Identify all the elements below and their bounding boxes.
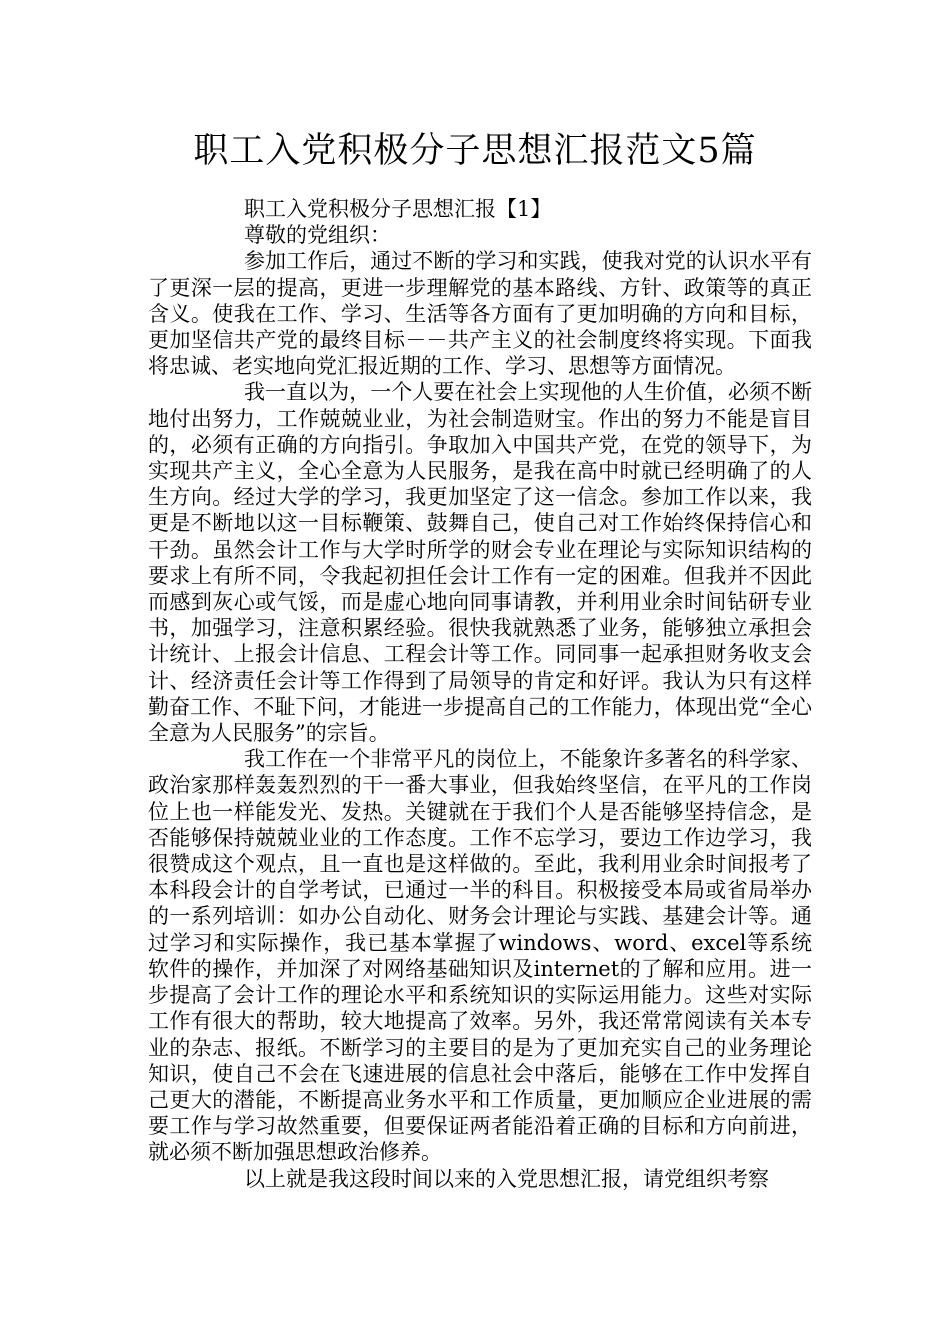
salutation: 尊敬的党组织： [244,223,391,248]
document-title: 职工入党积极分子思想汇报范文5篇 [193,131,757,171]
body-paragraph: 参加工作后，通过不断的学习和实践，使我对党的认识水平有了更深一层的提高，更进一步理解党的基本路线、方针、政策等的真正含义。使我在工作、学习、生活等各方面有了更加明确的方向和目标，更加坚信共产党的最终目标－－共产主义的社会制度终将实现。下面我将忠诚、老实地向党汇报近期的工作、学习、思想等方面情况。 [148,249,812,379]
document-body [148,196,812,1192]
body-paragraph: 以上就是我这段时间以来的入党思想汇报，请党组织考察 [244,1166,769,1191]
body-paragraph: 我一直以为，一个人要在社会上实现他的人生价值，必须不断地付出努力，工作兢兢业业，为社会制造财宝。作出的努力不能是盲目的，必须有正确的方向指引。争取加入中国共产党，在党的领导下，为实现共产主义，全心全意为人民服务，是我在高中时就已经明确了的人生方向。经过大学的学习，我更加坚定了这一信念。参加工作以来，我更是不断地以这一目标鞭策、鼓舞自己，使自己对工作始终保持信心和干劲。虽然会计工作与大学时所学的财会专业在理论与实际知识结构的要求上有所不同，令我起初担任会计工作有一定的困难。但我并不因此而感到灰心或气馁，而是虚心地向同事请教，并利用业余时间钻研专业书，加强学习，注意积累经验。很快我就熟悉了业务，能够独立承担会计统计、上报会计信息、工程会计等工作。同同事一起承担财务收支会计、经济责任会计等工作得到了局领导的肯定和好评。我认为只有这样勤奋工作、不耻下问，才能进一步提高自己的工作能力，体现出党“全心全意为人民服务”的宗旨。 [148,380,812,746]
body-paragraph: 我工作在一个非常平凡的岗位上，不能象许多著名的科学家、政治家那样轰轰烈烈的干一番大事业，但我始终坚信，在平凡的工作岗位上也一样能发光、发热。关键就在于我们个人是否能够坚持信念，是否能够保持兢兢业业的工作态度。工作不忘学习，要边工作边学习，我很赞成这个观点，且一直也是这样做的。至此，我利用业余时间报考了本科段会计的自学考试，已通过一半的科目。积极接受本局或省局举办的一系列培训：如办公自动化、财务会计理论与实践、基建会计等。通过学习和实际操作，我已基本掌握了windows、word、excel等系统软件的操作，并加深了对网络基础知识及internet的了解和应用。进一步提高了会计工作的理论水平和系统知识的实际运用能力。这些对实际工作有很大的帮助，较大地提高了效率。另外，我还常常阅读有关本专业的杂志、报纸。不断学习的主要目的是为了更加充实自己的业务理论知识，使自己不会在飞速进展的信息社会中落后，能够在工作中发挥自己更大的潜能，不断提高业务水平和工作质量，更加顺应企业进展的需要工作与学习故然重要，但要保证两者能沿着正确的目标和方向前进，就必须不断加强思想政治修养。 [148,747,813,1165]
section-heading: 职工入党积极分子思想汇报【1】 [244,197,552,221]
